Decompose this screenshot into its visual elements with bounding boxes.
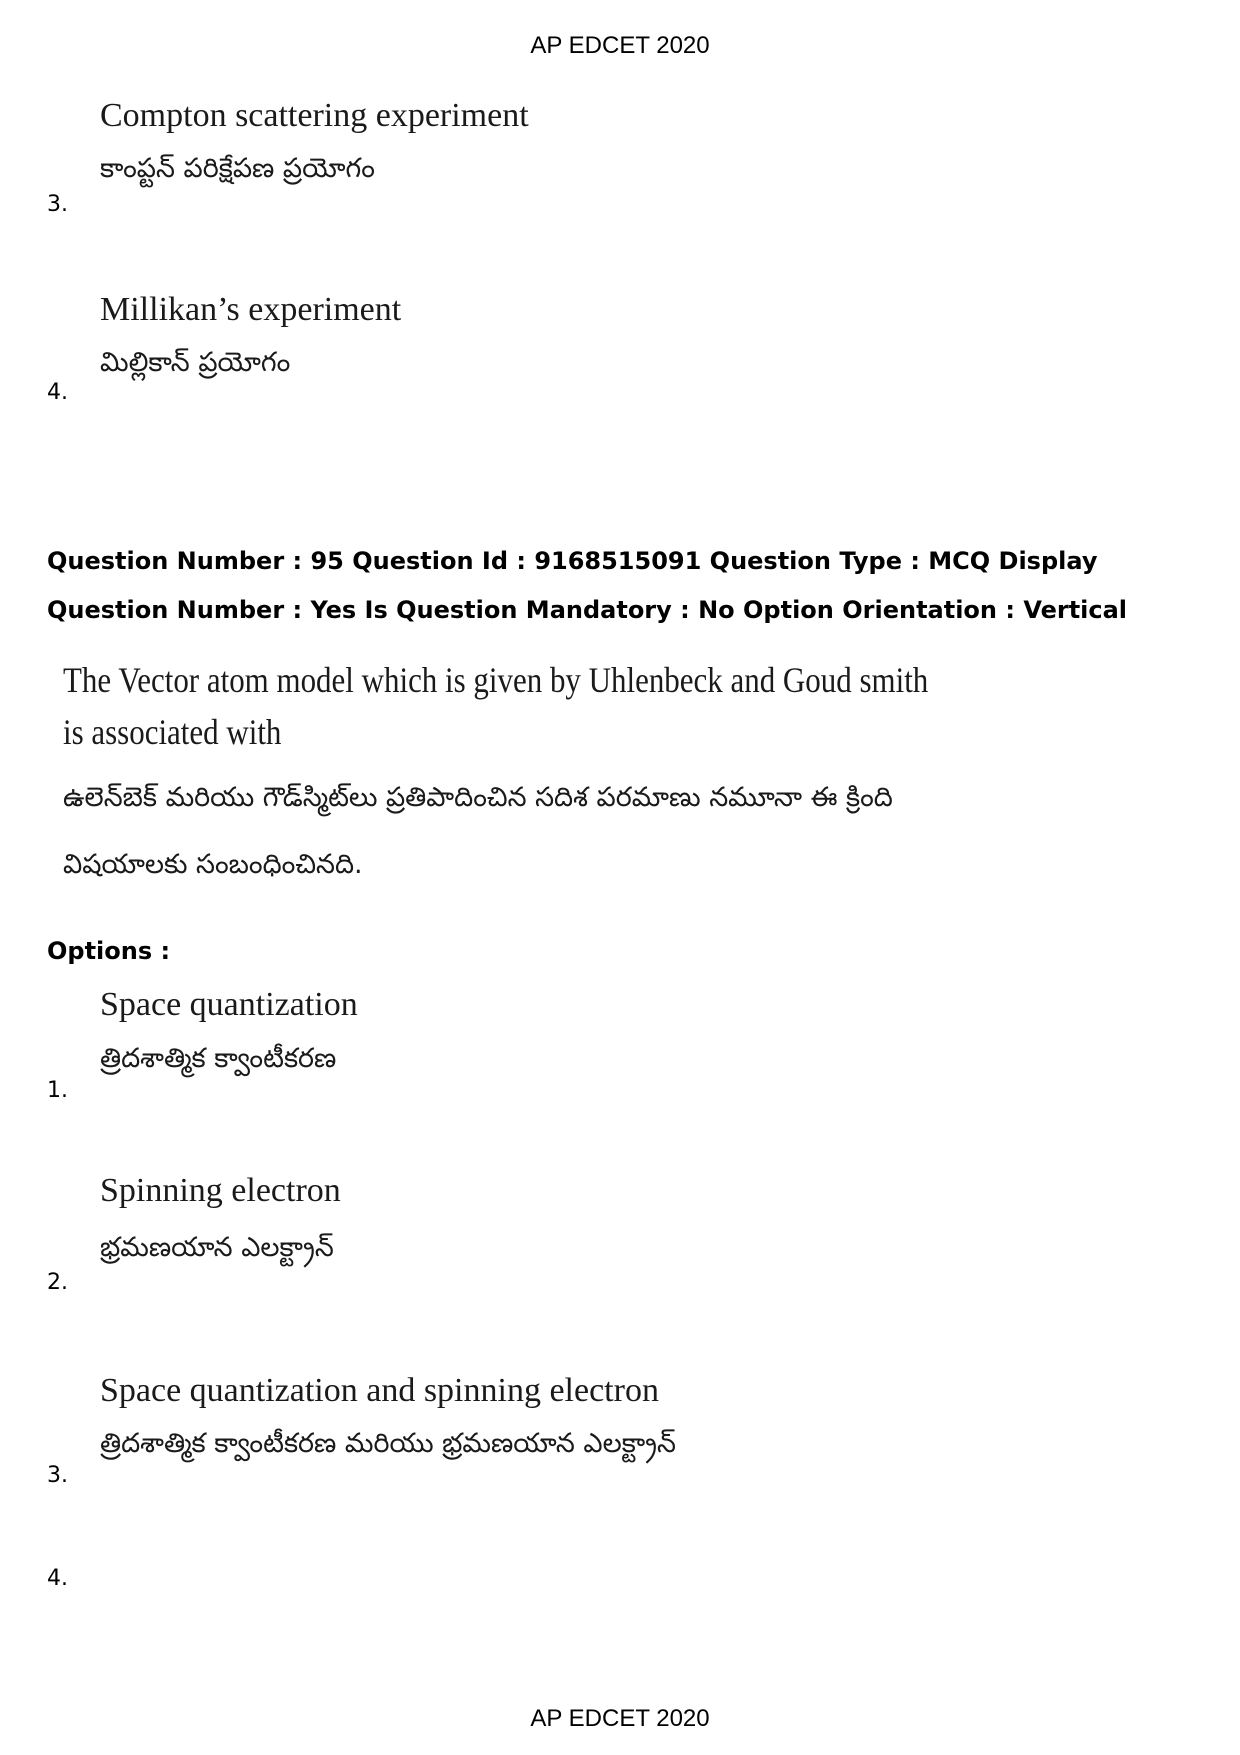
option-number: 3. bbox=[47, 1463, 68, 1488]
option-text-english: Compton scattering experiment bbox=[100, 97, 529, 134]
option-text-english: Millikan’s experiment bbox=[100, 291, 402, 328]
option-text-english: Space quantization and spinning electron bbox=[100, 1372, 659, 1409]
options-label: Options : bbox=[47, 937, 171, 965]
question-meta: Question Number : 95 Question Id : 9168515091 Question Type : MCQ Display Question Number : Yes Is Question Mandatory : No Option Orientation : Vertical bbox=[47, 547, 1128, 624]
option-text-english: Space quantization bbox=[100, 986, 358, 1023]
option-text-telugu: మిల్లికాన్ ప్రయోగం bbox=[100, 347, 291, 378]
option-number: 4. bbox=[47, 1566, 68, 1591]
option-number: 4. bbox=[47, 380, 68, 405]
option-text-telugu: త్రిదశాత్మిక క్వాంటీకరణ bbox=[100, 1043, 337, 1074]
option-number: 1. bbox=[47, 1078, 68, 1103]
option-number: 2. bbox=[47, 1270, 68, 1295]
question-stem-telugu: ఉలెన్‌బెక్ మరియు గౌడ్‌స్మిట్‌లు ప్రతిపాదించిన సదిశ పరమాణు నమూనా ఈ క్రింది విషయాలకు సంబంధించినది. bbox=[63, 782, 893, 880]
page-header: AP EDCET 2020 bbox=[530, 32, 710, 59]
option-text-english: Spinning electron bbox=[100, 1172, 341, 1209]
option-number: 3. bbox=[47, 192, 68, 217]
option-text-telugu: కాంప్టన్ పరిక్షేపణ ప్రయోగం bbox=[100, 153, 375, 184]
option-text-telugu: భ్రమణయాన ఎలక్ట్రాన్ bbox=[100, 1232, 334, 1263]
question-stem-english: The Vector atom model which is given by Uhlenbeck and Goud smith is associated with bbox=[63, 660, 929, 752]
option-text-telugu: త్రిదశాత్మిక క్వాంటీకరణ మరియు భ్రమణయాన ఎలక్ట్రాన్ bbox=[100, 1428, 676, 1459]
page-footer: AP EDCET 2020 bbox=[530, 1705, 710, 1732]
